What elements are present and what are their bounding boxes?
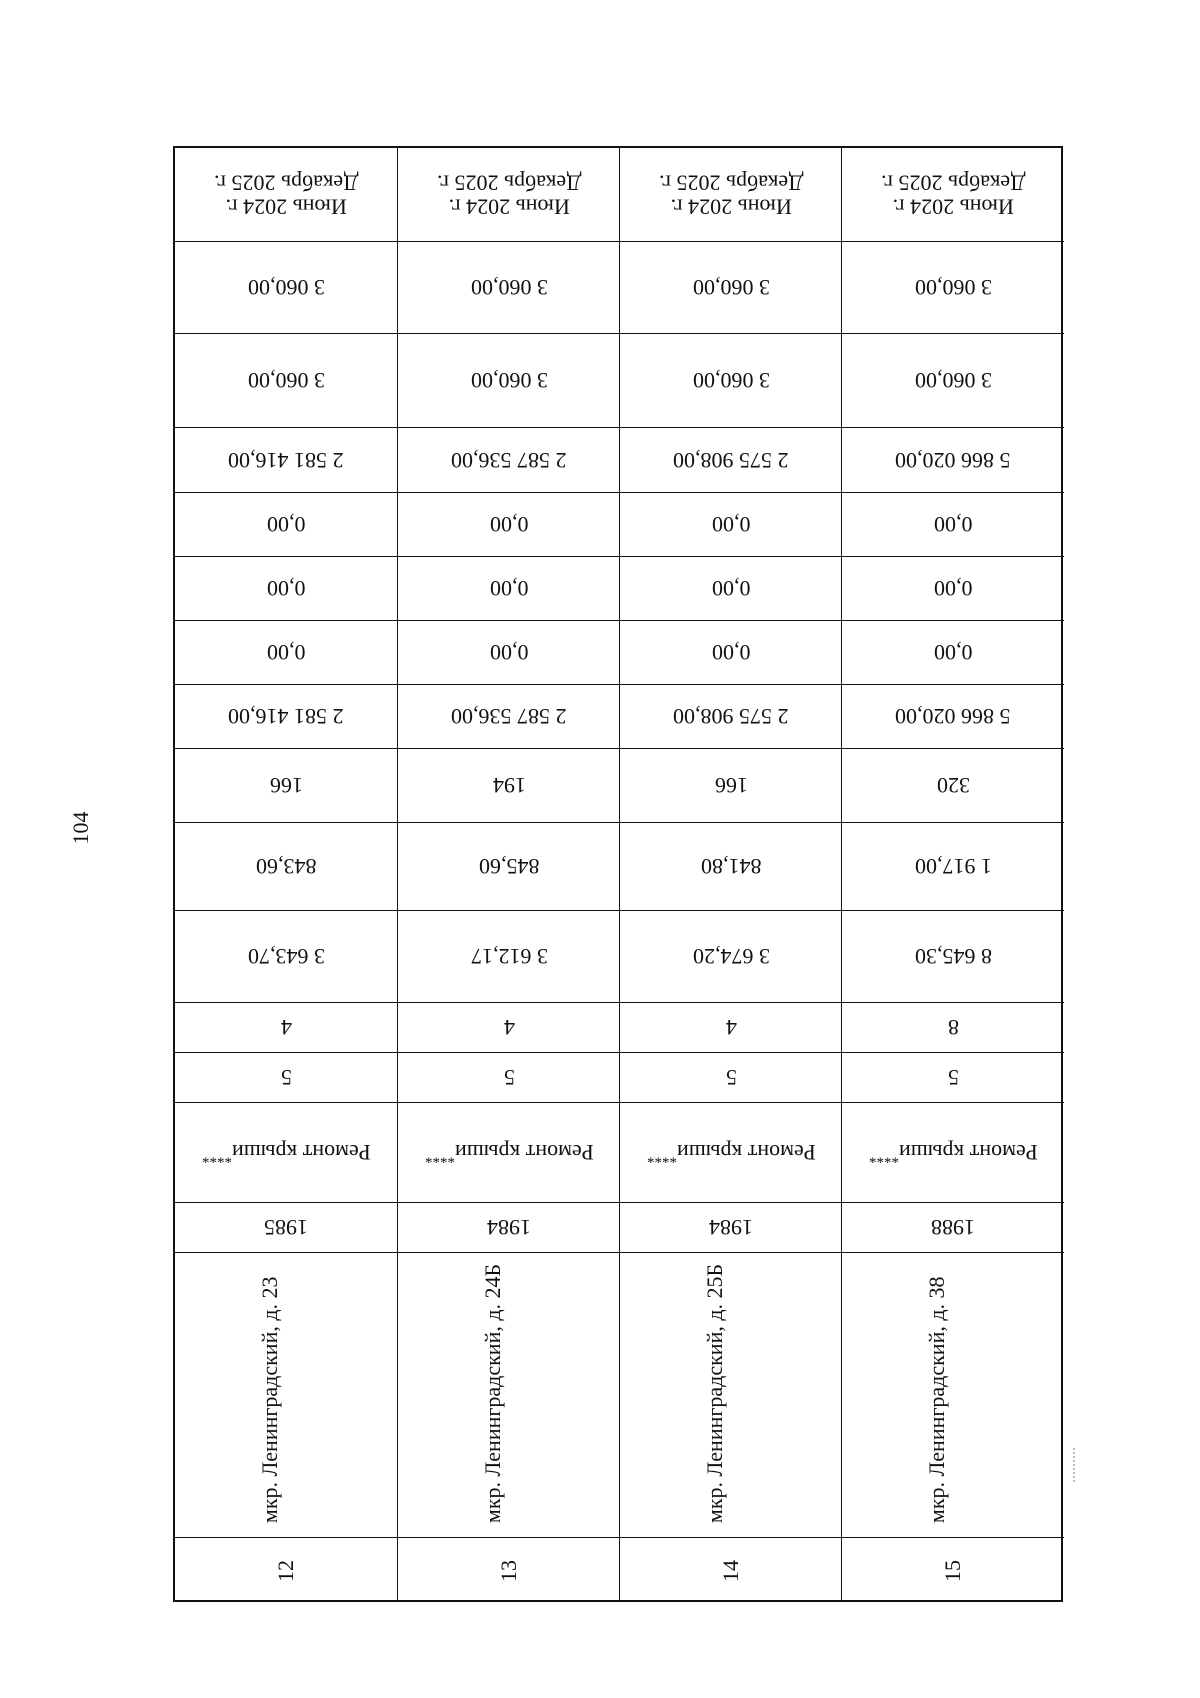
period-end: Декабрь 2025 г. — [880, 170, 1026, 196]
value-cell-9: 843,60 — [175, 823, 397, 911]
period-start: Июнь 2024 г. — [225, 194, 347, 220]
year-cell: 1984 — [398, 1203, 620, 1253]
value-cell-3: 5 866 020,00 — [842, 428, 1064, 493]
footnote-mark: **** — [424, 1149, 455, 1166]
period-start: Июнь 2024 г. — [670, 194, 792, 220]
period-start: Июнь 2024 г. — [892, 194, 1014, 220]
floors-cell: 8 — [842, 1003, 1064, 1053]
value-cell-5: 0,00 — [175, 557, 397, 621]
value-cell-7: 5 866 020,00 — [842, 685, 1064, 749]
work-type-cell — [620, 1103, 842, 1203]
value-cell-1: 3 060,00 — [398, 242, 620, 334]
row-number-cell — [620, 1538, 842, 1604]
value-cell-9: 1 917,00 — [842, 823, 1064, 911]
value-cell-7: 2 581 416,00 — [175, 685, 397, 749]
value-cell-10: 8 645,30 — [842, 911, 1064, 1003]
page-number: 104 — [68, 811, 93, 845]
period-cell — [175, 148, 397, 242]
table-row — [397, 148, 620, 1600]
address: мкр. Ленинградский, д. 24Б — [479, 1263, 505, 1523]
value-cell-6: 0,00 — [175, 621, 397, 685]
value-cell-1: 3 060,00 — [620, 242, 842, 334]
entrances-cell: 5 — [175, 1053, 397, 1103]
row-number-cell — [175, 1538, 397, 1604]
floors-cell: 4 — [620, 1003, 842, 1053]
period-end: Декабрь 2025 г. — [658, 170, 804, 196]
value-cell-4: 0,00 — [842, 493, 1064, 557]
row-number: 12 — [273, 1560, 298, 1582]
period-start: Июнь 2024 г. — [448, 194, 570, 220]
floors-cell: 4 — [175, 1003, 397, 1053]
work-type-cell — [398, 1103, 620, 1203]
value-cell-6: 0,00 — [842, 621, 1064, 685]
period-end: Декабрь 2025 г. — [213, 170, 359, 196]
table-row — [619, 148, 842, 1600]
row-number: 15 — [940, 1560, 965, 1582]
period-cell — [398, 148, 620, 242]
value-cell-7: 2 575 908,00 — [620, 685, 842, 749]
value-cell-4: 0,00 — [175, 493, 397, 557]
value-cell-9: 845,60 — [398, 823, 620, 911]
address-cell — [842, 1253, 1064, 1538]
entrances-cell: 5 — [398, 1053, 620, 1103]
row-number-cell — [398, 1538, 620, 1604]
footnote-mark: **** — [868, 1149, 899, 1166]
year-cell: 1985 — [175, 1203, 397, 1253]
value-cell-6: 0,00 — [620, 621, 842, 685]
value-cell-6: 0,00 — [398, 621, 620, 685]
value-cell-1: 3 060,00 — [842, 242, 1064, 334]
value-cell-8: 320 — [842, 749, 1064, 823]
row-number: 13 — [496, 1560, 521, 1582]
address: мкр. Ленинградский, д. 25Б — [701, 1263, 727, 1523]
address-cell — [620, 1253, 842, 1538]
value-cell-2: 3 060,00 — [175, 334, 397, 428]
value-cell-9: 841,80 — [620, 823, 842, 911]
value-cell-8: 166 — [620, 749, 842, 823]
table-row — [175, 148, 397, 1600]
value-cell-3: 2 581 416,00 — [175, 428, 397, 493]
period-end: Декабрь 2025 г. — [436, 170, 582, 196]
value-cell-4: 0,00 — [620, 493, 842, 557]
work-type: Ремонт крыши — [454, 1139, 594, 1165]
period-cell — [842, 148, 1064, 242]
row-number-cell — [842, 1538, 1064, 1604]
value-cell-8: 194 — [398, 749, 620, 823]
address: мкр. Ленинградский, д. 38 — [923, 1276, 949, 1523]
footnote-mark: **** — [201, 1149, 232, 1166]
row-number: 14 — [718, 1560, 743, 1582]
value-cell-10: 3 674,20 — [620, 911, 842, 1003]
entrances-cell: 5 — [842, 1053, 1064, 1103]
year-cell: 1984 — [620, 1203, 842, 1253]
capital-repair-table — [173, 146, 1063, 1602]
value-cell-5: 0,00 — [620, 557, 842, 621]
work-type-cell — [175, 1103, 397, 1203]
address: мкр. Ленинградский, д. 23 — [256, 1276, 282, 1523]
work-type: Ремонт крыши — [676, 1139, 816, 1165]
value-cell-8: 166 — [175, 749, 397, 823]
work-type: Ремонт крыши — [898, 1139, 1038, 1165]
scan-artifact — [1073, 1448, 1077, 1482]
floors-cell: 4 — [398, 1003, 620, 1053]
value-cell-5: 0,00 — [398, 557, 620, 621]
value-cell-3: 2 575 908,00 — [620, 428, 842, 493]
footnote-mark: **** — [646, 1149, 677, 1166]
value-cell-7: 2 587 536,00 — [398, 685, 620, 749]
year-cell: 1988 — [842, 1203, 1064, 1253]
work-type-cell — [842, 1103, 1064, 1203]
table-row — [841, 148, 1064, 1600]
value-cell-2: 3 060,00 — [398, 334, 620, 428]
value-cell-5: 0,00 — [842, 557, 1064, 621]
work-type: Ремонт крыши — [231, 1139, 371, 1165]
period-cell — [620, 148, 842, 242]
entrances-cell: 5 — [620, 1053, 842, 1103]
value-cell-2: 3 060,00 — [620, 334, 842, 428]
value-cell-1: 3 060,00 — [175, 242, 397, 334]
value-cell-3: 2 587 536,00 — [398, 428, 620, 493]
value-cell-2: 3 060,00 — [842, 334, 1064, 428]
value-cell-10: 3 612,17 — [398, 911, 620, 1003]
value-cell-4: 0,00 — [398, 493, 620, 557]
value-cell-10: 3 643,70 — [175, 911, 397, 1003]
address-cell — [398, 1253, 620, 1538]
address-cell — [175, 1253, 397, 1538]
